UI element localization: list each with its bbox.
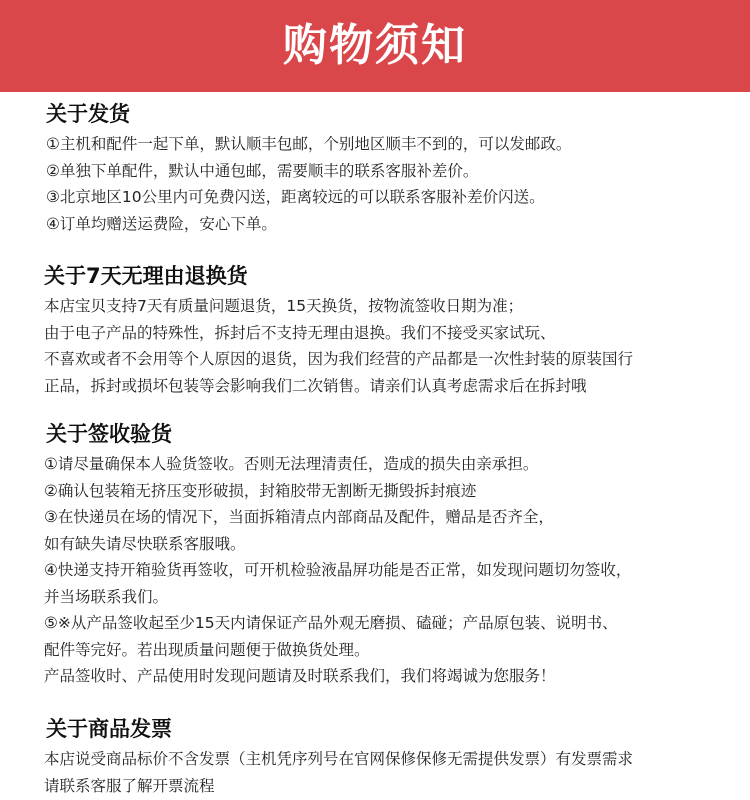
text-line: 产品签收时、产品使用时发现问题请及时联系我们，我们将竭诚为您服务！: [44, 667, 556, 685]
banner: [0, 0, 750, 92]
text-line: ②单独下单配件，默认中通包邮，需要顺丰的联系客服补差价。: [46, 161, 479, 180]
section-invoice: [0, 715, 750, 799]
text-line: ③在快递员在场的情况下，当面拆箱清点内部商品及配件，赠品是否齐全，: [44, 508, 554, 526]
section-heading: 关于发货: [46, 102, 130, 126]
text-line: 如有缺失请尽快联系客服哦。: [44, 534, 246, 553]
text-line: 请联系客服了解开票流程: [44, 776, 215, 795]
text-line: 不喜欢或者不会用等个人原因的退货，因为我们经营的产品都是一次性封装的原装国行: [44, 350, 634, 368]
text-line: ⑤※从产品签收起至少15天内请保证产品外观无磨损、磕碰；产品原包装、说明书、: [44, 614, 618, 632]
text-line: 本店宝贝支持7天有质量问题退货，15天换货，按物流签收日期为准；: [44, 297, 524, 315]
text-line: ①主机和配件一起下单，默认顺丰包邮，个别地区顺丰不到的，可以发邮政。: [46, 135, 572, 153]
section-returns: [0, 262, 750, 399]
text-line: ①请尽量确保本人验货签收。否则无法理清责任，造成的损失由亲承担。: [44, 455, 539, 473]
section-heading: 关于7天无理由退换货: [44, 264, 248, 288]
text-line: ④订单均赠送运费险，安心下单。: [46, 214, 277, 233]
text-line: 本店说受商品标价不含发票（主机凭序列号在官网保修保修无需提供发票）有发票需求: [44, 750, 634, 768]
text-line: ②确认包装箱无挤压变形破损，封箱胶带无割断无撕毁拆封痕迹: [44, 481, 477, 500]
text-line: 由于电子产品的特殊性，拆封后不支持无理由退换。我们不接受买家试玩、: [44, 323, 556, 342]
text-line: 并当场联系我们。: [44, 587, 169, 606]
text-line: 正品，拆封或损坏包装等会影响我们二次销售。请亲们认真考虑需求后在拆封哦: [44, 376, 587, 395]
text-line: ③北京地区10公里内可免费闪送，距离较远的可以联系客服补差价闪送。: [46, 188, 545, 206]
text-line: ④快递支持开箱验货再签收，可开机检验液晶屏功能是否正常，如发现问题切勿签收，: [44, 561, 632, 579]
section-heading: 关于签收验货: [46, 422, 172, 446]
section-shipping: [0, 100, 750, 237]
section-heading: 关于商品发票: [46, 717, 172, 741]
text-line: 配件等完好。若出现质量问题便于做换货处理。: [44, 640, 370, 659]
page-title: 购物须知: [283, 20, 467, 71]
section-inspection: [0, 420, 750, 690]
